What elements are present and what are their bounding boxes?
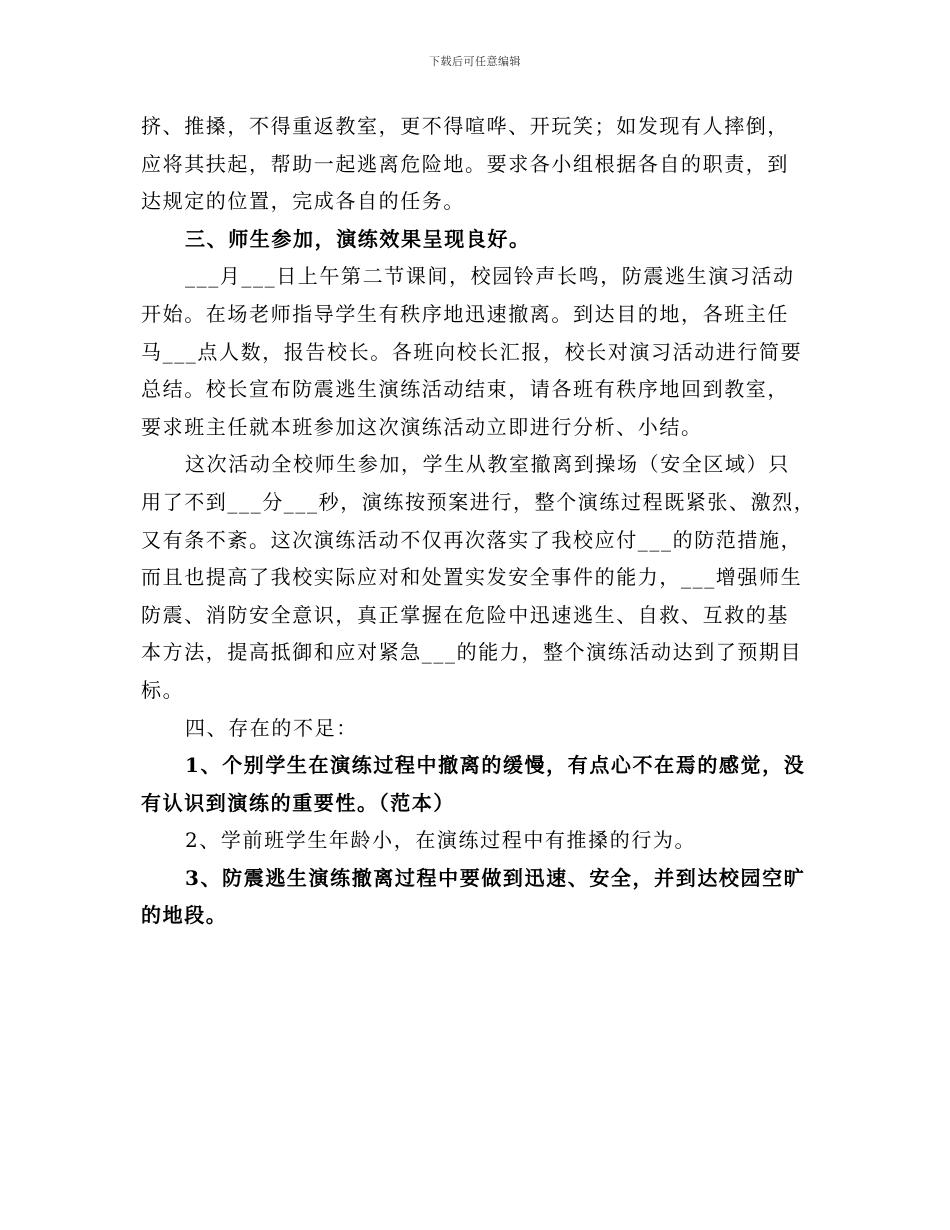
text-line: 又有条不紊。这次演练活动不仅再次落实了我校应付___的防范措施， <box>141 527 803 552</box>
text-line: 而且也提高了我校实际应对和处置实发安全事件的能力，___增强师生 <box>141 565 803 590</box>
shortcoming-item-2 <box>141 822 819 860</box>
text-line: 应将其扶起，帮助一起逃离危险地。要求各小组根据各自的职责，到 <box>141 151 789 176</box>
section-heading-shortcomings <box>141 710 819 748</box>
paragraph-drill-process <box>141 258 819 446</box>
section-heading-participation <box>141 221 819 259</box>
text-line: 马___点人数，报告校长。各班向校长汇报，校长对演习活动进行简要 <box>141 339 803 364</box>
shortcoming-item-1 <box>141 747 819 822</box>
text-line: 2、学前班学生年龄小，在演练过程中有推搡的行为。 <box>185 828 697 853</box>
text-line: ___月___日上午第二节课间，校园铃声长鸣，防震逃生演习活动 <box>185 264 795 289</box>
paragraph-drill-results <box>141 446 819 709</box>
text-line: 防震、消防安全意识，真正掌握在危险中迅速逃生、自救、互救的基 <box>141 602 789 627</box>
text-line: 总结。校长宣布防震逃生演练活动结束，请各班有秩序地回到教室， <box>141 377 789 402</box>
text-line: 这次活动全校师生参加，学生从教室撤离到操场（安全区域）只 <box>185 452 790 477</box>
text-line: 达规定的位置，完成各自的任务。 <box>141 189 465 214</box>
text-line: 1、个别学生在演练过程中撤离的缓慢，有点心不在焉的感觉，没 <box>185 753 806 778</box>
text-line: 要求班主任就本班参加这次演练活动立即进行分析、小结。 <box>141 414 703 439</box>
text-line: 开始。在场老师指导学生有秩序地迅速撤离。到达目的地，各班主任 <box>141 301 789 326</box>
text-line: 本方法，提高抵御和应对紧急___的能力，整个演练活动达到了预期目 <box>141 640 803 665</box>
text-line: 有认识到演练的重要性。（范本） <box>141 790 455 815</box>
text-line: 挤、推搡，不得重返教室，更不得喧哗、开玩笑；如发现有人摔倒， <box>141 114 789 138</box>
text-line: 用了不到___分___秒，演练按预案进行，整个演练过程既紧张、激烈， <box>141 489 816 514</box>
text-line: 3、防震逃生演练撤离过程中要做到迅速、安全，并到达校园空旷 <box>185 865 806 890</box>
document-body <box>141 108 819 935</box>
page-header-note: 下载后可任意编辑 <box>429 55 521 68</box>
text-line: 标。 <box>141 677 185 702</box>
paragraph-evacuation-rules <box>141 108 819 221</box>
heading-text: 四、存在的不足： <box>185 715 358 740</box>
text-line: 的地段。 <box>141 903 228 928</box>
shortcoming-item-3 <box>141 860 819 935</box>
heading-text: 三、师生参加，演练效果呈现良好。 <box>185 226 531 251</box>
